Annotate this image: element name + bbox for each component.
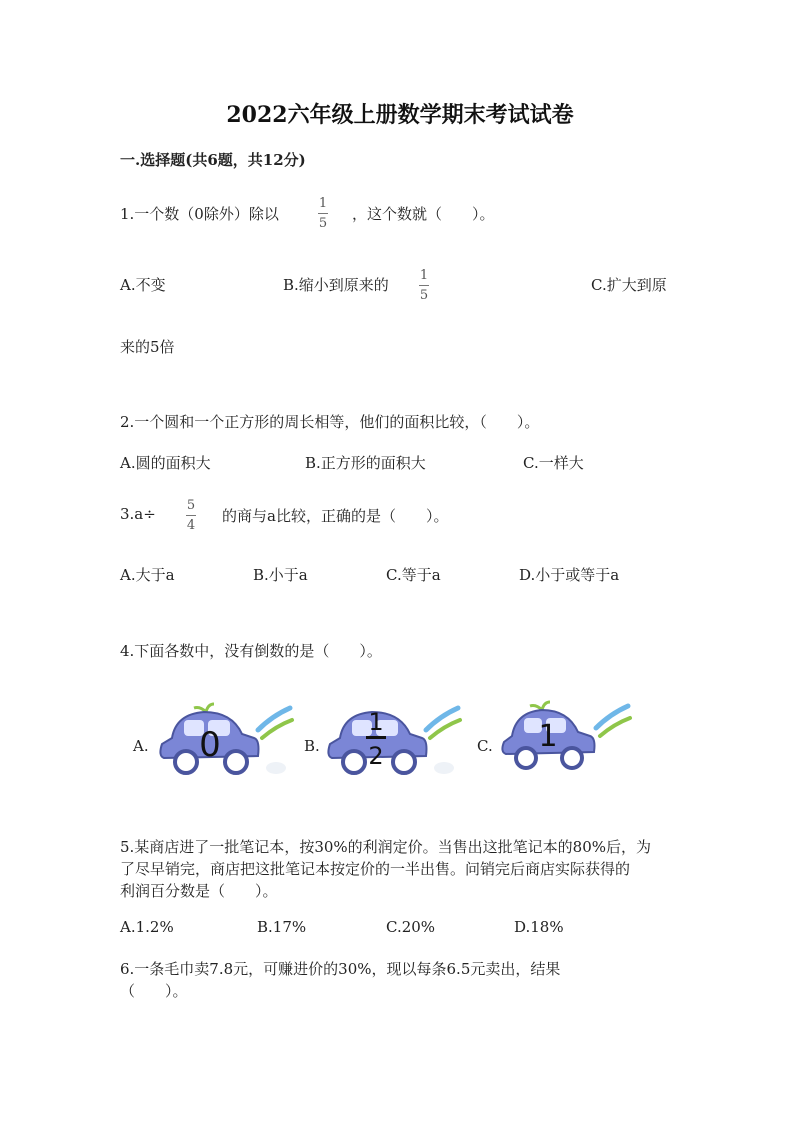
car-c-image[interactable] xyxy=(492,700,642,785)
q5-stem-line-1: 5.某商店进了一批笔记本，按30%的利润定价。当售出这批笔记本的80%后，为 xyxy=(120,838,651,856)
q2-option-c[interactable]: C.一样大 xyxy=(523,454,584,472)
q3-option-b[interactable]: B.小于a xyxy=(253,566,308,584)
q5-option-c[interactable]: C.20% xyxy=(386,918,436,936)
page-title: 2022六年级上册数学期末考试试卷 xyxy=(226,102,574,128)
q3-stem-start: 3.a÷ xyxy=(120,505,156,523)
car-c-streaks-icon xyxy=(596,706,630,736)
q2-option-b[interactable]: B.正方形的面积大 xyxy=(305,454,426,472)
q1-option-b-fraction xyxy=(419,268,429,303)
q5-stem-line-2: 了尽早销完，商店把这批笔记本按定价的一半出售。问销完后商店实际获得的 xyxy=(120,860,631,878)
q3-fraction xyxy=(186,498,196,533)
q3-frac-denominator: 4 xyxy=(186,518,196,533)
q6-stem-line-1: 6.一条毛巾卖7.8元，可赚进价的30%，现以每条6.5元卖出，结果 xyxy=(120,960,561,978)
q1-opt-b-numerator: 1 xyxy=(419,268,429,283)
car-b-fraction-bar xyxy=(366,736,386,739)
q2-stem: 2.一个圆和一个正方形的周长相等，他们的面积比较，（ ）。 xyxy=(120,413,540,431)
section-heading: 一.选择题(共6题，共12分) xyxy=(120,151,306,169)
q1-frac-denominator: 5 xyxy=(318,216,328,231)
car-c-number: 1 xyxy=(538,719,558,754)
q5-option-b[interactable]: B.17% xyxy=(257,918,307,936)
q3-stem-end: 的商与a比较，正确的是（ ）。 xyxy=(222,507,449,525)
q3-option-a[interactable]: A.大于a xyxy=(120,566,175,584)
q5-option-a[interactable]: A.1.2% xyxy=(120,918,174,936)
car-b-image[interactable] xyxy=(318,700,468,785)
q5-option-d[interactable]: D.18% xyxy=(514,918,564,936)
q4-option-b[interactable]: B. xyxy=(304,737,320,755)
q4-option-c[interactable]: C. xyxy=(477,737,493,755)
q3-option-d[interactable]: D.小于或等于a xyxy=(519,566,620,584)
q3-option-c[interactable]: C.等于a xyxy=(386,566,441,584)
car-b-streaks-icon xyxy=(426,708,460,774)
q1-option-c-continued: 来的5倍 xyxy=(120,338,175,356)
q1-stem-end: ，这个数就（ ）。 xyxy=(352,205,495,223)
q5-stem-line-3: 利润百分数是（ ）。 xyxy=(120,882,278,900)
q1-frac-numerator: 1 xyxy=(318,196,328,211)
q2-option-a[interactable]: A.圆的面积大 xyxy=(120,454,211,472)
q1-stem-start: 1.一个数（0除外）除以 xyxy=(120,205,279,223)
car-a-image[interactable] xyxy=(150,700,300,785)
q4-stem: 4.下面各数中，没有倒数的是（ ）。 xyxy=(120,642,382,660)
q1-fraction xyxy=(318,196,328,231)
car-b-numerator: 1 xyxy=(368,708,384,736)
car-a-number: 0 xyxy=(199,725,221,765)
q1-option-c[interactable]: C.扩大到原 xyxy=(591,276,667,294)
q3-frac-numerator: 5 xyxy=(186,498,196,513)
q1-option-b[interactable]: B.缩小到原来的 xyxy=(283,276,389,294)
q6-stem-line-2: （ ）。 xyxy=(120,982,188,1000)
q4-option-a[interactable]: A. xyxy=(133,737,149,755)
q1-opt-b-denominator: 5 xyxy=(419,288,429,303)
car-a-streaks-icon xyxy=(258,708,292,774)
q1-option-a[interactable]: A.不变 xyxy=(120,276,166,294)
car-b-denominator: 2 xyxy=(368,742,384,770)
